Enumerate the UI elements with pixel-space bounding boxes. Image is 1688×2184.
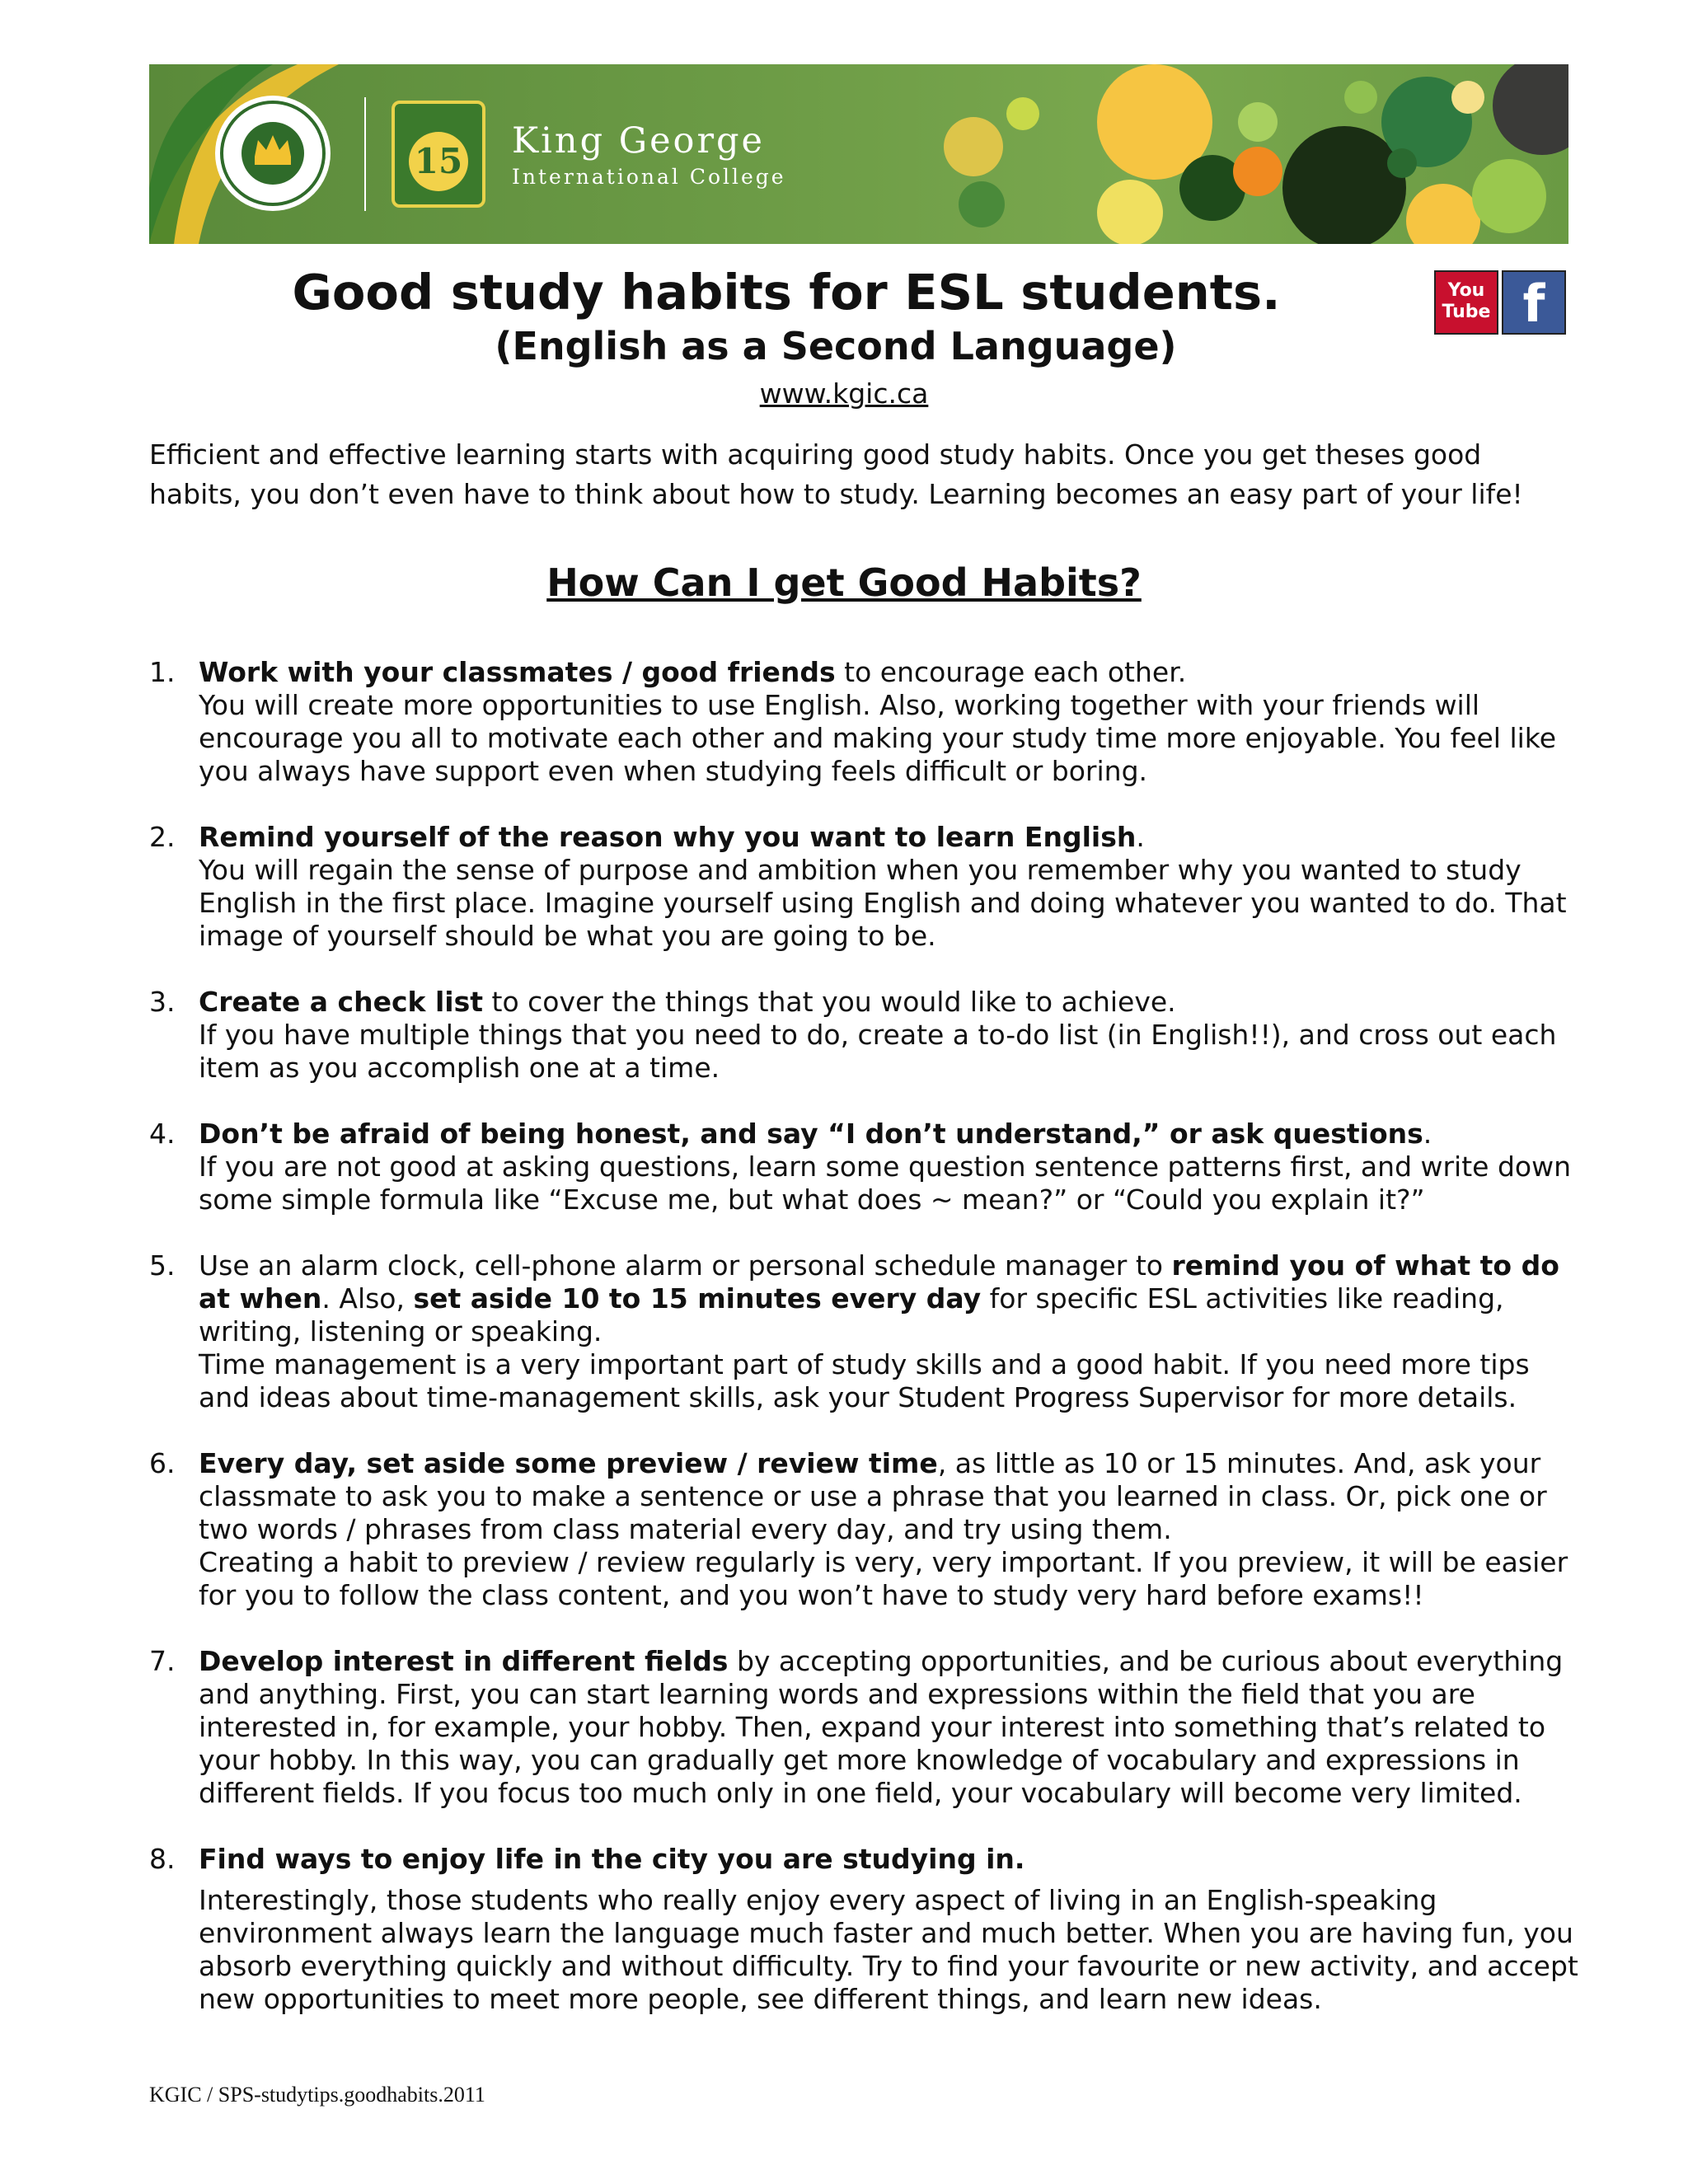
item-text: . [1423, 1118, 1432, 1150]
item-paragraph: Time management is a very important part of study skills and a good habit. If you need more tips and ideas about time-management skills, ask your Student Progress Supervisor for more details. [199, 1348, 1530, 1413]
list-item [149, 986, 1583, 1085]
item-number: 6. [149, 1447, 176, 1479]
list-item [149, 821, 1583, 953]
item-bold: Work with your classmates / good friends [199, 656, 836, 688]
item-text: . [1136, 821, 1145, 853]
item-number: 4. [149, 1118, 176, 1150]
item-number: 2. [149, 821, 176, 853]
item-paragraph: You will create more opportunities to use English. Also, working together with your friends will encourage you all to motivate each other and making your study time more enjoyable. You feel like you always have support even when studying feels difficult or boring. [199, 689, 1557, 787]
item-number: 1. [149, 656, 176, 688]
item-paragraph: If you have multiple things that you need to do, create a to-do list (in English!!), and cross out each item as you accomplish one at a time. [199, 1019, 1557, 1084]
page-title: Good study habits for ESL students. [292, 264, 1281, 321]
item-bold: Find ways to enjoy life in the city you are studying in. [199, 1843, 1025, 1875]
item-number: 5. [149, 1249, 176, 1282]
social-icons [1434, 270, 1566, 335]
item-bold: Don’t be afraid of being honest, and say “I don’t understand,” or ask questions [199, 1118, 1423, 1150]
list-item [149, 1249, 1583, 1414]
item-text: , as little as 10 or 15 minutes. And, ask your classmate to ask you to make a sentence or use a phrase that you learned in class. Or, pick one or two words / phrases from class material every day, and try using them. [199, 1447, 1547, 1545]
item-text: Use an alarm clock, cell-phone alarm or personal schedule manager to [199, 1249, 1172, 1282]
list-item [149, 656, 1583, 788]
list-item [149, 1118, 1583, 1216]
header-banner [149, 64, 1568, 244]
item-bold: set aside 10 to 15 minutes every day [413, 1282, 982, 1315]
footer-reference: KGIC / SPS-studytips.goodhabits.2011 [149, 2083, 485, 2107]
youtube-icon[interactable]: You Tube [1434, 270, 1498, 335]
page-subtitle: (English as a Second Language) [495, 324, 1177, 368]
item-text: to cover the things that you would like to achieve. [483, 986, 1176, 1018]
item-number: 8. [149, 1843, 176, 1875]
item-text: by accepting opportunities, and be curious about everything and anything. First, you can start learning words and expressions within the field that you are interested in, for example, your hobby. Then, expand your interest into something that’s related to your hobby. In this way, you can gradually get more knowledge of vocabulary and expressions in different fields. If you focus too much only in one field, your vocabulary will become very limited. [199, 1645, 1564, 1809]
website-link[interactable]: www.kgic.ca [759, 377, 929, 410]
list-item [149, 1843, 1583, 2016]
facebook-icon[interactable]: f [1502, 270, 1566, 335]
anniversary-badge [393, 102, 484, 206]
item-bold: Remind yourself of the reason why you want to learn English [199, 821, 1137, 853]
habits-list [149, 656, 1583, 2049]
item-number: 3. [149, 986, 176, 1018]
item-bold: Create a check list [199, 986, 484, 1018]
item-bold: Every day, set aside some preview / review time [199, 1447, 938, 1479]
list-item [149, 1447, 1583, 1612]
crest-logo [215, 96, 331, 211]
item-number: 7. [149, 1645, 176, 1677]
item-paragraph: Creating a habit to preview / review regularly is very, very important. If you preview, it will be easier for you to follow the class content, and you won’t have to study very hard before exams!! [199, 1546, 1568, 1611]
item-paragraph: Interestingly, those students who really enjoy every aspect of living in an English-speaking environment always learn the language much faster and much better. When you are having fun, you absorb everything quickly and without difficulty. Try to find your favourite or new activity, and accept new opportunities to meet more people, see different things, and learn new ideas. [199, 1884, 1578, 2015]
intro-paragraph: Efficient and effective learning starts with acquiring good study habits. Once you get theses good habits, you don’t even have to think about how to study. Learning becomes an easy part of your life! [149, 438, 1523, 510]
item-text: to encourage each other. [835, 656, 1187, 688]
item-paragraph: You will regain the sense of purpose and ambition when you remember why you wanted to study English in the first place. Imagine yourself using English and doing whatever you wanted to do. That image of yourself should be what you are going to be. [199, 854, 1567, 952]
svg-text:15: 15 [414, 141, 463, 181]
item-text: for specific ESL activities like reading, writing, listening or speaking. [199, 1282, 1504, 1347]
list-item [149, 1645, 1583, 1810]
college-name: King George [512, 120, 765, 162]
college-subtitle: International College [512, 165, 786, 189]
banner-graphic [149, 64, 1568, 244]
item-paragraph: If you are not good at asking questions, learn some question sentence patterns first, and write down some simple formula like “Excuse me, but what does ~ mean?” or “Could you explain it?” [199, 1151, 1572, 1216]
item-bold: Develop interest in different fields [199, 1645, 729, 1677]
item-bold: remind you of what to do at when [199, 1249, 1559, 1315]
item-text: . Also, [321, 1282, 414, 1315]
section-heading: How Can I get Good Habits? [546, 560, 1142, 605]
